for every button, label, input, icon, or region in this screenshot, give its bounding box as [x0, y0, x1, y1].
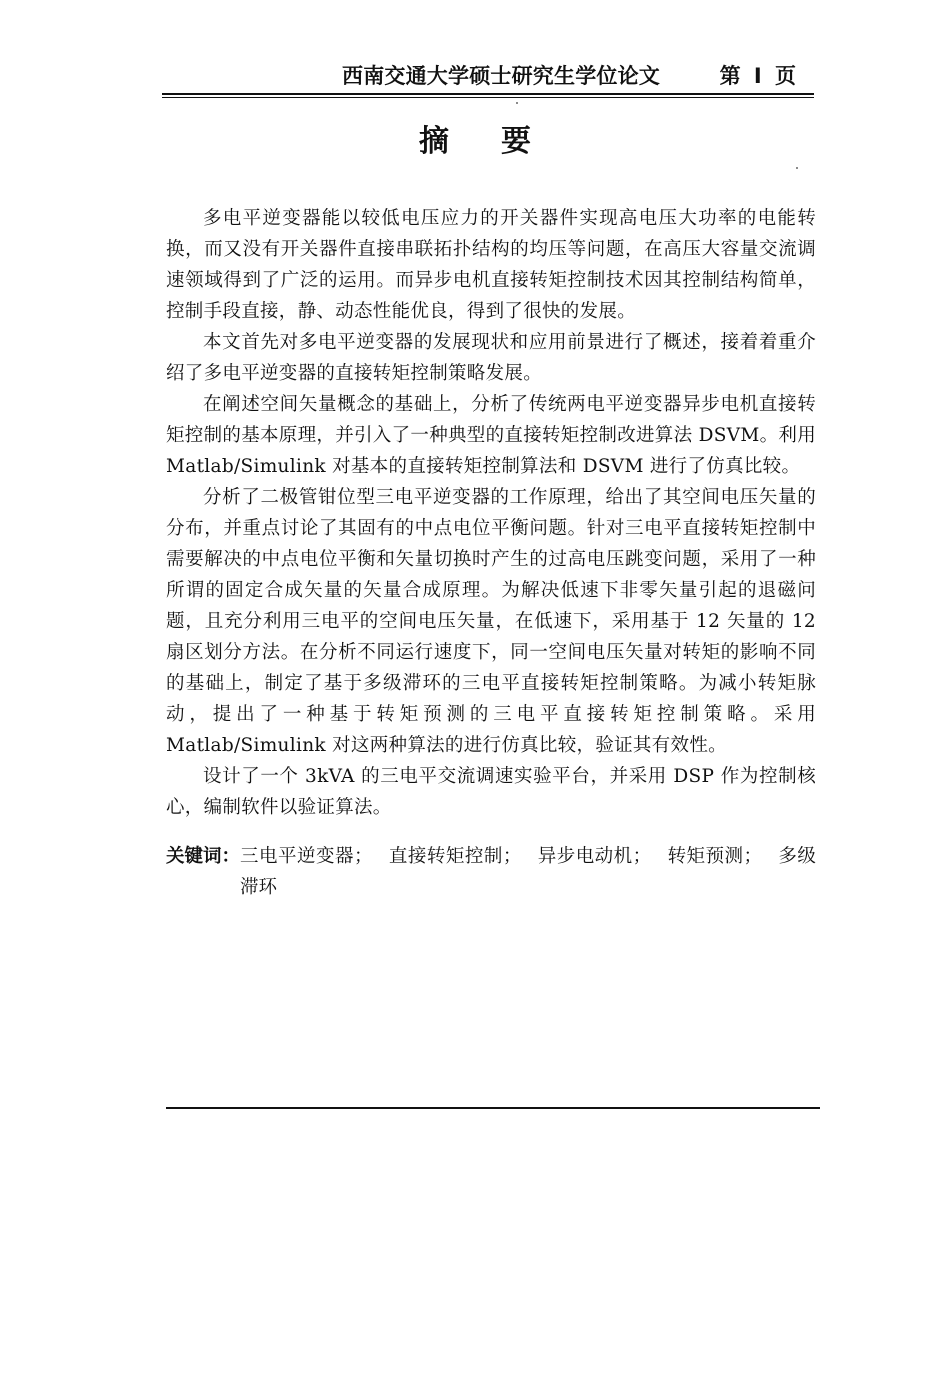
page-header: [162, 62, 814, 90]
keyword-item: 异步电动机；: [537, 846, 652, 867]
abstract-title: 摘要: [419, 124, 583, 159]
scan-speck: [516, 102, 518, 104]
abstract-body: [166, 203, 816, 823]
keyword-item: 多级滞环: [240, 846, 816, 898]
running-header-title: 西南交通大学硕士研究生学位论文: [342, 64, 660, 88]
footer-rule: [166, 1107, 820, 1109]
keyword-item: 直接转矩控制；: [388, 846, 522, 867]
keywords-list: [240, 841, 816, 903]
header-rule: [162, 93, 814, 95]
keywords: [166, 841, 816, 903]
page-number: 第 I 页: [719, 64, 796, 88]
abstract-paragraph: 在阐述空间矢量概念的基础上，分析了传统两电平逆变器异步电机直接转矩控制的基本原理，并引入了一种典型的直接转矩控制改进算法 DSVM。利用 Matlab/Simulink 对基本的直接转矩控制算法和 DSVM 进行了仿真比较。: [166, 394, 816, 477]
abstract-paragraph: 多电平逆变器能以较低电压应力的开关器件实现高电压大功率的电能转换，而又没有开关器件直接串联拓扑结构的均压等问题，在高压大容量交流调速领域得到了广泛的运用。而异步电机直接转矩控制技术因其控制结构简单，控制手段直接，静、动态性能优良，得到了很快的发展。: [166, 208, 816, 322]
scan-speck: [796, 167, 798, 169]
keyword-item: 三电平逆变器；: [240, 846, 373, 867]
abstract-paragraph: 本文首先对多电平逆变器的发展现状和应用前景进行了概述，接着着重介绍了多电平逆变器的直接转矩控制策略发展。: [166, 332, 816, 384]
abstract-paragraph: 设计了一个 3kVA 的三电平交流调速实验平台，并采用 DSP 作为控制核心，编制软件以验证算法。: [166, 766, 816, 818]
keyword-item: 转矩预测；: [667, 846, 763, 867]
abstract-paragraph: 分析了二极管钳位型三电平逆变器的工作原理，给出了其空间电压矢量的分布，并重点讨论了其固有的中点电位平衡问题。针对三电平直接转矩控制中需要解决的中点电位平衡和矢量切换时产生的过高电压跳变问题，采用了一种所谓的固定合成矢量的矢量合成原理。为解决低速下非零矢量引起的退磁问题，且充分利用三电平的空间电压矢量，在低速下，采用基于 12 矢量的 12 扇区划分方法。在分析不同运行速度下，同一空间电压矢量对转矩的影响不同的基础上，制定了基于多级滞环的三电平直接转矩控制策略。为减小转矩脉动，提出了一种基于转矩预测的三电平直接转矩控制策略。采用 Matlab/Simulink 对这两种算法的进行仿真比较，验证其有效性。: [166, 487, 816, 756]
keywords-label: 关键词：: [166, 846, 241, 867]
